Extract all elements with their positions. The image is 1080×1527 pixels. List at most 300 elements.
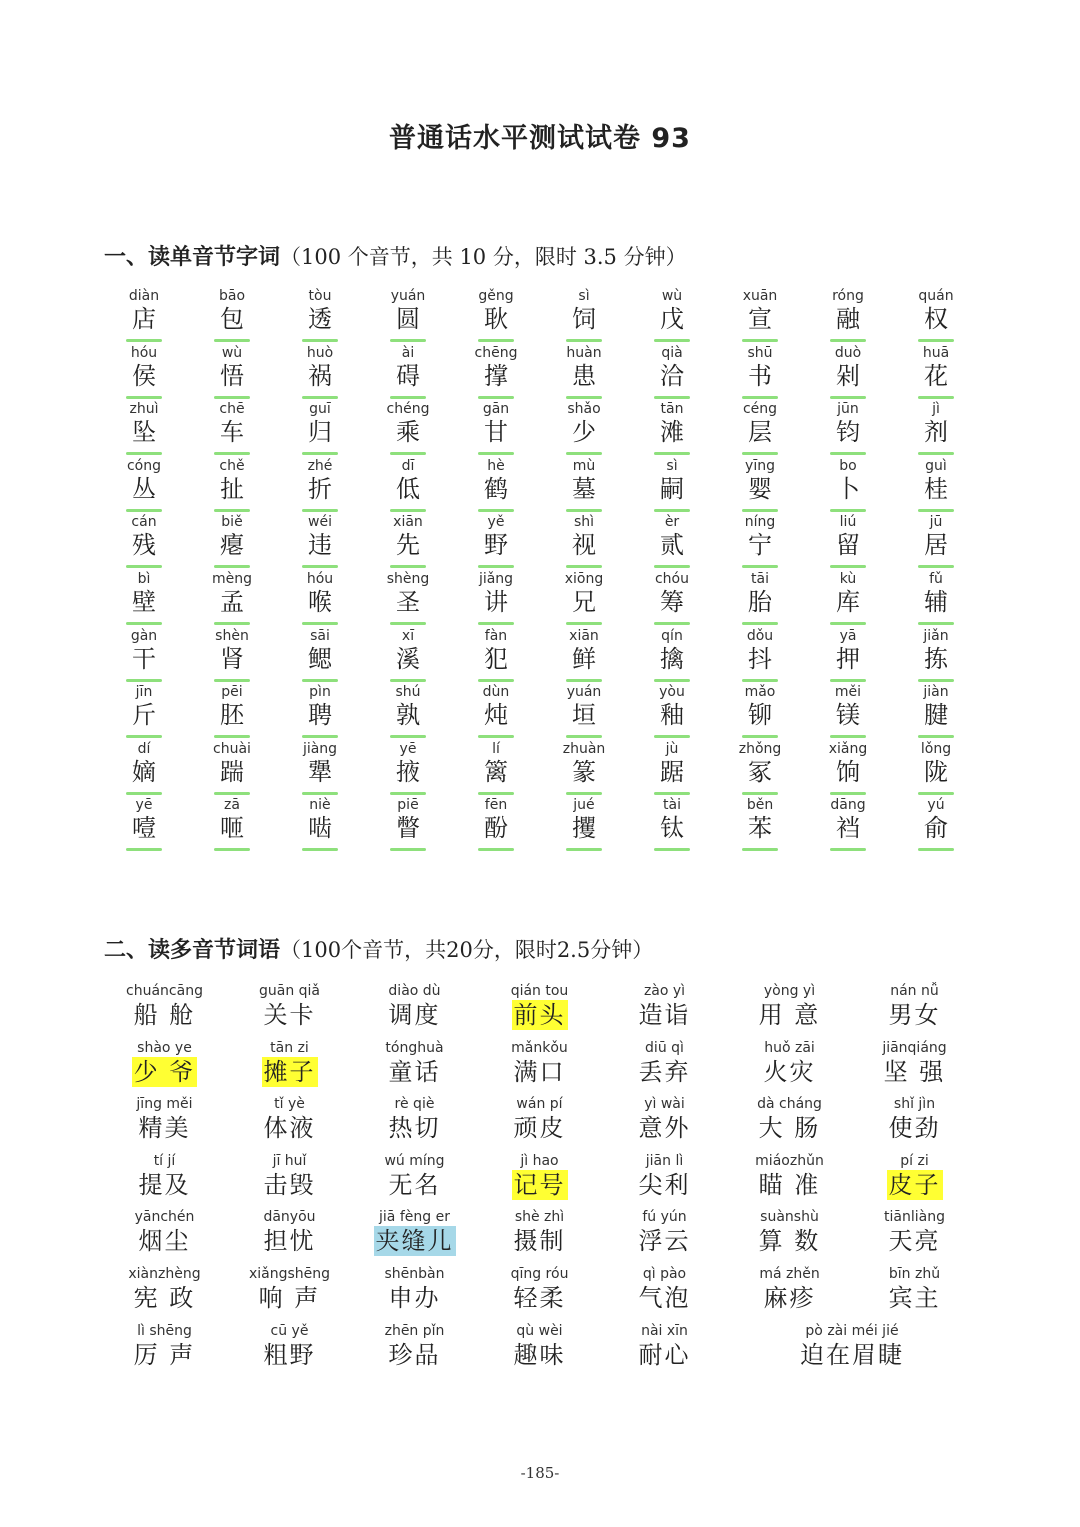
word-cell — [804, 344, 892, 400]
word-cell — [477, 982, 602, 1038]
underline-mark — [302, 565, 338, 568]
underline-mark — [302, 339, 338, 342]
word-cell — [452, 796, 540, 852]
hanzi: 贰 — [660, 531, 684, 560]
pinyin: guī — [309, 401, 331, 418]
hanzi: 瞄 准 — [758, 1170, 821, 1199]
underline-mark — [478, 565, 514, 568]
hanzi: 气泡 — [638, 1284, 691, 1312]
underline-mark — [742, 792, 778, 795]
hanzi: 患 — [572, 361, 596, 390]
underline-mark — [566, 565, 602, 568]
section-2-heading — [104, 933, 653, 964]
hanzi: 瞥 — [396, 814, 420, 843]
hanzi: 噎 — [132, 814, 156, 843]
pinyin: xiān — [393, 514, 423, 531]
underline-mark — [214, 339, 250, 342]
hanzi: 冢 — [748, 757, 772, 786]
pinyin: dí — [137, 740, 151, 757]
word-cell — [727, 1265, 852, 1321]
underline-mark — [654, 622, 690, 625]
pinyin: tí jí — [153, 1152, 176, 1169]
pinyin: lǒng — [920, 740, 952, 757]
underline-mark — [390, 339, 426, 342]
section-2-note: （100个音节，共20分，限时2.5分钟） — [280, 938, 654, 962]
word-cell — [100, 400, 188, 456]
hanzi: 折 — [308, 474, 332, 503]
hanzi: 丛 — [132, 474, 156, 503]
pinyin: sāi — [310, 627, 330, 644]
hanzi: 书 — [748, 361, 772, 390]
pinyin: xiǎngshēng — [248, 1266, 331, 1282]
pinyin: shèng — [386, 571, 430, 587]
underline-mark — [918, 848, 954, 851]
word-cell — [100, 627, 188, 683]
word-cell — [100, 287, 188, 343]
word-cell — [540, 740, 628, 796]
pinyin: yē — [399, 740, 417, 757]
word-cell — [452, 683, 540, 739]
word-cell — [716, 683, 804, 739]
pinyin: jiā fèng er — [379, 1209, 450, 1226]
pinyin: mù — [572, 457, 596, 474]
word-cell — [477, 1265, 602, 1321]
pinyin: jiǎn — [923, 627, 949, 644]
pinyin: kù — [839, 571, 857, 587]
hanzi: 厉 声 — [133, 1340, 196, 1369]
pinyin: xiànzhèng — [128, 1266, 201, 1282]
hanzi: 融 — [836, 305, 860, 333]
word-cell — [716, 287, 804, 343]
word-cell — [364, 287, 452, 343]
word-cell — [716, 513, 804, 569]
underline-mark — [830, 339, 866, 342]
hanzi: 鳃 — [308, 644, 332, 673]
underline-mark — [478, 396, 514, 399]
word-cell — [628, 287, 716, 343]
pinyin: zhuì — [129, 401, 159, 418]
hanzi: 击毁 — [263, 1170, 316, 1199]
highlighted-word: 夹缝儿 — [375, 1227, 454, 1256]
pinyin: pò zài méi jié — [805, 1322, 899, 1339]
underline-mark — [390, 735, 426, 738]
hanzi: 火灾 — [763, 1057, 816, 1086]
pinyin: hóu — [306, 571, 334, 587]
hanzi: 担忧 — [263, 1227, 316, 1256]
underline-mark — [478, 679, 514, 682]
word-cell — [188, 400, 276, 456]
pinyin: jīn — [135, 684, 153, 701]
underline-mark — [126, 679, 162, 682]
pinyin: zhēn pǐn — [384, 1322, 445, 1339]
word-cell — [188, 796, 276, 852]
underline-mark — [742, 339, 778, 342]
pinyin: tiānliàng — [884, 1209, 945, 1226]
word-cell — [892, 627, 980, 683]
hanzi: 粗野 — [263, 1340, 316, 1369]
hanzi: 鲜 — [572, 644, 596, 673]
underline-mark — [566, 848, 602, 851]
underline-mark — [390, 792, 426, 795]
pinyin: liú — [839, 514, 857, 531]
word-cell — [892, 796, 980, 852]
word-cell — [804, 796, 892, 852]
underline-mark — [390, 509, 426, 512]
word-cell — [804, 457, 892, 513]
underline-mark — [126, 339, 162, 342]
word-cell — [602, 1265, 727, 1321]
word-cell — [100, 683, 188, 739]
underline-mark — [830, 622, 866, 625]
pinyin: jué — [573, 797, 595, 814]
pinyin: xī — [401, 627, 415, 644]
word-cell — [892, 287, 980, 343]
pinyin: cóng — [126, 457, 162, 474]
pinyin: diū qì — [645, 1039, 684, 1056]
word-cell — [364, 740, 452, 796]
hanzi: 饷 — [836, 757, 860, 786]
underline-mark — [302, 622, 338, 625]
pinyin: qià — [661, 344, 683, 361]
hanzi: 苯 — [748, 814, 772, 843]
pinyin: dānyōu — [263, 1209, 316, 1226]
pinyin: yē — [135, 797, 153, 814]
underline-mark — [126, 396, 162, 399]
hanzi: 镁 — [836, 701, 860, 730]
underline-mark — [214, 679, 250, 682]
pinyin: nán nǚ — [890, 983, 939, 999]
word-cell — [452, 400, 540, 456]
hanzi: 丢弃 — [638, 1057, 691, 1086]
hanzi: 视 — [572, 531, 596, 560]
pinyin: quán — [918, 288, 954, 304]
pinyin: tài — [663, 797, 681, 814]
hanzi: 坠 — [132, 418, 156, 447]
hanzi: 提及 — [138, 1170, 191, 1199]
underline-mark — [478, 848, 514, 851]
hanzi: 篆 — [572, 757, 596, 786]
underline-mark — [478, 792, 514, 795]
hanzi: 少 — [572, 418, 596, 447]
hanzi: 筹 — [660, 588, 684, 616]
word-cell — [352, 1039, 477, 1095]
word-cell — [892, 570, 980, 626]
word-cell — [227, 1039, 352, 1095]
pinyin: miáozhǔn — [755, 1152, 824, 1169]
hanzi: 胚 — [220, 701, 244, 730]
word-cell — [452, 344, 540, 400]
hanzi: 造诣 — [638, 1001, 691, 1029]
hanzi: 关卡 — [263, 1001, 316, 1029]
pinyin: chēng — [474, 344, 518, 361]
hanzi: 宾主 — [888, 1284, 941, 1312]
underline-mark — [566, 735, 602, 738]
underline-mark — [654, 565, 690, 568]
word-cell — [100, 740, 188, 796]
underline-mark — [742, 452, 778, 455]
word-cell — [227, 1208, 352, 1264]
pinyin: fēn — [484, 797, 508, 814]
hanzi: 斤 — [132, 701, 156, 730]
word-cell — [892, 344, 980, 400]
hanzi: 胎 — [748, 588, 772, 616]
word-cell — [477, 1208, 602, 1264]
hanzi: 花 — [924, 361, 948, 390]
underline-mark — [390, 452, 426, 455]
hanzi: 童话 — [388, 1057, 441, 1086]
hanzi: 体液 — [263, 1114, 316, 1143]
pinyin: pí zi — [900, 1152, 929, 1169]
word-cell — [602, 1152, 727, 1208]
underline-mark — [566, 679, 602, 682]
word-cell — [188, 740, 276, 796]
hanzi: 洽 — [660, 361, 684, 390]
pinyin: róng — [832, 288, 864, 304]
underline-mark — [214, 735, 250, 738]
underline-mark — [918, 792, 954, 795]
hanzi: 大 肠 — [758, 1114, 821, 1143]
pinyin: jūn — [837, 401, 859, 418]
hanzi: 宪 政 — [133, 1284, 196, 1312]
underline-mark — [742, 565, 778, 568]
hanzi: 使劲 — [888, 1114, 941, 1143]
pinyin: pìn — [309, 684, 331, 701]
hanzi: 珍品 — [388, 1340, 441, 1369]
underline-mark — [214, 565, 250, 568]
hanzi: 精美 — [138, 1114, 191, 1143]
highlighted-word: 前头 — [513, 1001, 566, 1029]
pinyin: dùn — [482, 684, 510, 701]
word-cell — [716, 400, 804, 456]
underline-mark — [566, 792, 602, 795]
word-cell — [188, 344, 276, 400]
pinyin: guān qiǎ — [258, 983, 321, 999]
underline-mark — [566, 396, 602, 399]
hanzi: 溪 — [396, 644, 420, 673]
hanzi: 酚 — [484, 814, 508, 843]
underline-mark — [214, 509, 250, 512]
pinyin: sì — [666, 457, 678, 474]
hanzi: 饲 — [572, 305, 596, 333]
hanzi: 祸 — [308, 361, 332, 390]
pinyin: wù — [221, 344, 243, 361]
pinyin: tān — [660, 401, 684, 418]
underline-mark — [302, 396, 338, 399]
hanzi: 宣 — [748, 305, 772, 333]
pinyin: huàn — [566, 344, 602, 361]
hanzi: 圣 — [396, 588, 420, 616]
word-cell — [852, 1208, 977, 1264]
hanzi: 低 — [396, 474, 420, 503]
underline-mark — [654, 452, 690, 455]
hanzi: 孟 — [220, 588, 244, 616]
word-cell — [477, 1322, 602, 1378]
pinyin: zhǒng — [738, 740, 782, 757]
pinyin: jī huǐ — [272, 1152, 307, 1169]
hanzi: 陇 — [924, 757, 948, 786]
pinyin: gěng — [478, 288, 514, 304]
pinyin: měi — [834, 684, 862, 701]
pinyin: gàn — [130, 627, 158, 644]
underline-mark — [478, 622, 514, 625]
pinyin: jīng měi — [136, 1096, 193, 1113]
word-cell — [716, 457, 804, 513]
underline-mark — [302, 679, 338, 682]
underline-mark — [302, 452, 338, 455]
word-cell — [100, 796, 188, 852]
word-cell — [188, 287, 276, 343]
hanzi: 乘 — [396, 418, 420, 447]
word-cell — [102, 1265, 227, 1321]
highlighted-word: 少 爷 — [133, 1057, 196, 1086]
pinyin: pēi — [221, 684, 243, 701]
pinyin: céng — [742, 401, 778, 418]
word-cell — [452, 513, 540, 569]
word-cell — [540, 400, 628, 456]
underline-mark — [478, 735, 514, 738]
word-cell — [602, 1095, 727, 1151]
pinyin: bo — [839, 457, 857, 474]
hanzi: 轻柔 — [513, 1284, 566, 1312]
pinyin: jù — [665, 740, 679, 757]
pinyin: bāo — [218, 288, 246, 304]
word-cell — [804, 400, 892, 456]
hanzi: 申办 — [388, 1284, 441, 1312]
hanzi: 嫡 — [132, 757, 156, 786]
word-cell — [100, 344, 188, 400]
word-cell — [540, 570, 628, 626]
word-cell — [628, 627, 716, 683]
underline-mark — [918, 452, 954, 455]
underline-mark — [830, 735, 866, 738]
pinyin: mǎnkǒu — [511, 1039, 568, 1056]
underline-mark — [390, 622, 426, 625]
underline-mark — [302, 848, 338, 851]
word-cell — [727, 1152, 852, 1208]
word-cell — [477, 1095, 602, 1151]
word-cell — [188, 570, 276, 626]
word-cell — [102, 1322, 227, 1378]
underline-mark — [126, 509, 162, 512]
hanzi: 喉 — [308, 588, 332, 616]
underline-mark — [654, 792, 690, 795]
hanzi: 无名 — [388, 1170, 441, 1199]
underline-mark — [214, 452, 250, 455]
word-cell — [716, 627, 804, 683]
word-cell — [352, 1265, 477, 1321]
hanzi: 天亮 — [888, 1227, 941, 1256]
pinyin: dà cháng — [757, 1096, 822, 1113]
underline-mark — [654, 848, 690, 851]
hanzi: 迫在眉睫 — [800, 1340, 904, 1369]
word-cell — [352, 982, 477, 1038]
hanzi: 嗣 — [660, 474, 684, 503]
pinyin: sì — [578, 288, 590, 304]
underline-mark — [654, 735, 690, 738]
underline-mark — [390, 679, 426, 682]
word-cell — [804, 570, 892, 626]
word-cell — [227, 1265, 352, 1321]
hanzi: 调度 — [388, 1001, 441, 1029]
hanzi: 裆 — [836, 814, 860, 843]
hanzi: 钧 — [836, 418, 860, 447]
word-cell — [276, 740, 364, 796]
hanzi: 俞 — [924, 814, 948, 843]
word-cell — [364, 796, 452, 852]
underline-mark — [566, 339, 602, 342]
pinyin: tòu — [308, 288, 332, 304]
pinyin: shú — [395, 684, 421, 701]
underline-mark — [126, 452, 162, 455]
word-cell — [364, 344, 452, 400]
underline-mark — [214, 848, 250, 851]
pinyin: shè zhì — [514, 1209, 565, 1226]
pinyin: dāng — [830, 797, 866, 814]
hanzi: 聘 — [308, 701, 332, 730]
pinyin: xiān — [569, 627, 599, 644]
pinyin: mèng — [211, 571, 252, 587]
pinyin: yā — [839, 627, 857, 644]
hanzi: 满口 — [513, 1057, 566, 1086]
underline-mark — [302, 792, 338, 795]
word-cell — [540, 627, 628, 683]
underline-mark — [214, 792, 250, 795]
pinyin: zhuàn — [562, 740, 606, 757]
word-cell — [716, 796, 804, 852]
hanzi: 铆 — [748, 701, 772, 730]
pinyin: dǒu — [746, 627, 774, 644]
pinyin: jiānqiáng — [882, 1039, 947, 1056]
hanzi: 悟 — [220, 361, 244, 390]
word-cell — [100, 570, 188, 626]
word-cell — [452, 570, 540, 626]
pinyin: zhé — [307, 457, 333, 474]
highlighted-word: 摊子 — [263, 1057, 316, 1086]
word-cell — [102, 1039, 227, 1095]
hanzi: 炖 — [484, 701, 508, 730]
hanzi: 釉 — [660, 701, 684, 730]
hanzi: 摄制 — [513, 1227, 566, 1256]
word-cell — [892, 683, 980, 739]
hanzi: 意外 — [638, 1114, 691, 1143]
pinyin: niè — [309, 797, 331, 814]
section-1-heading — [104, 240, 687, 271]
pinyin: lí — [492, 740, 500, 757]
underline-mark — [742, 735, 778, 738]
hanzi: 踞 — [660, 757, 684, 786]
word-cell — [276, 627, 364, 683]
pinyin: chéng — [386, 401, 430, 418]
pinyin: chuáncāng — [126, 983, 203, 999]
word-cell — [352, 1322, 477, 1378]
word-cell — [628, 740, 716, 796]
word-cell — [602, 1208, 727, 1264]
pinyin: lì shēng — [137, 1322, 192, 1339]
word-cell — [540, 513, 628, 569]
pinyin: huā — [922, 344, 950, 361]
pinyin: biě — [221, 514, 243, 531]
underline-mark — [566, 452, 602, 455]
pinyin: fǔ — [929, 571, 943, 587]
underline-mark — [742, 679, 778, 682]
page-title: 普通话水平测试试卷 93 — [389, 123, 691, 154]
word-cell — [364, 457, 452, 513]
hanzi: 归 — [308, 418, 332, 447]
pinyin: qián tou — [510, 983, 569, 999]
underline-mark — [478, 452, 514, 455]
hanzi: 墓 — [572, 474, 596, 503]
hanzi: 浮云 — [638, 1227, 691, 1256]
